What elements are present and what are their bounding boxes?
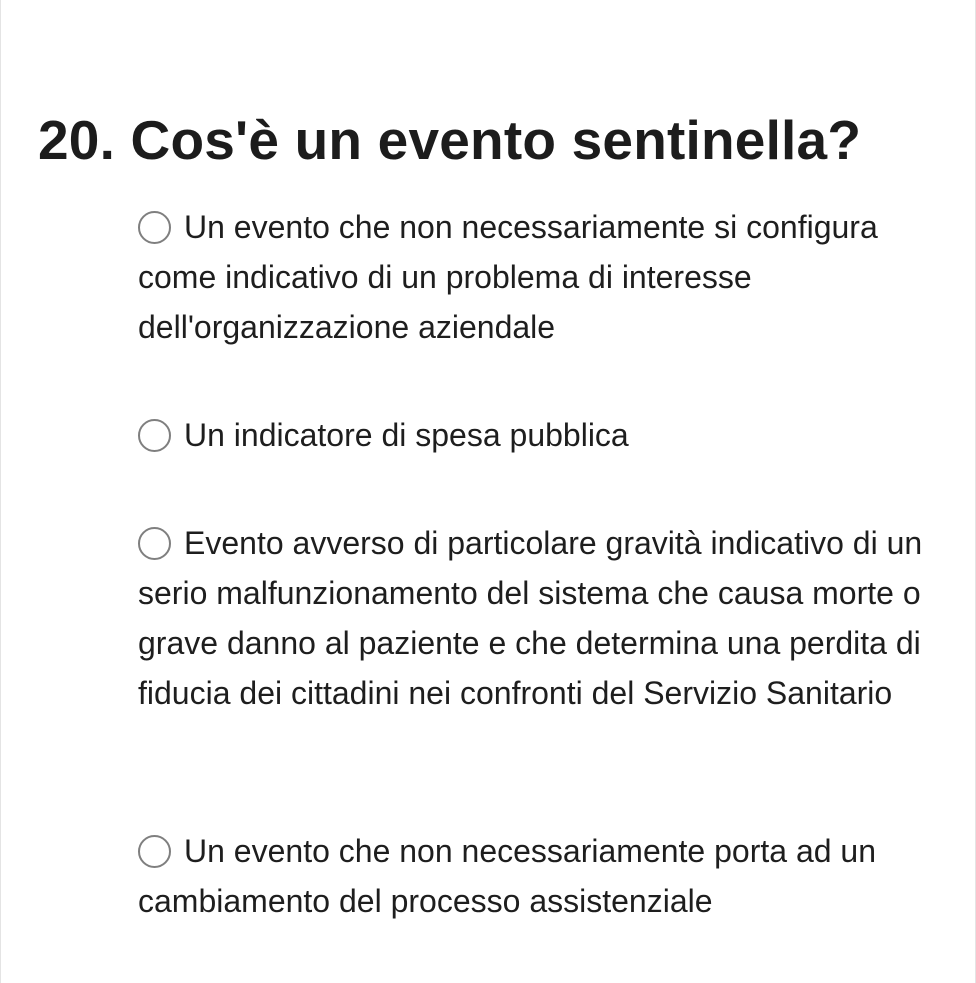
answer-option-label: Un indicatore di spesa pubblica	[184, 417, 629, 453]
question-title: 20. Cos'è un evento sentinella?	[38, 109, 862, 171]
answer-option-label: Un evento che non necessariamente porta ad un cambiamento del processo assistenziale	[138, 833, 877, 919]
radio-button-icon[interactable]	[138, 211, 171, 244]
answer-option-2[interactable]	[138, 410, 928, 460]
answer-option-1[interactable]	[138, 202, 928, 352]
left-border-line	[0, 0, 1, 983]
radio-button-icon[interactable]	[138, 835, 171, 868]
answer-option-4[interactable]	[138, 826, 928, 926]
answer-option-label: Evento avverso di particolare gravità indicativo di un serio malfunzionamento del sistema che causa morte o grave danno al paziente e che determina una perdita di fiducia dei cittadini nei confronti del Servizio Sanitario	[138, 525, 923, 711]
answer-option-3[interactable]	[138, 518, 928, 718]
radio-button-icon[interactable]	[138, 527, 171, 560]
radio-button-icon[interactable]	[138, 419, 171, 452]
answer-option-label: Un evento che non necessariamente si configura come indicativo di un problema di interesse dell'organizzazione aziendale	[138, 209, 878, 345]
